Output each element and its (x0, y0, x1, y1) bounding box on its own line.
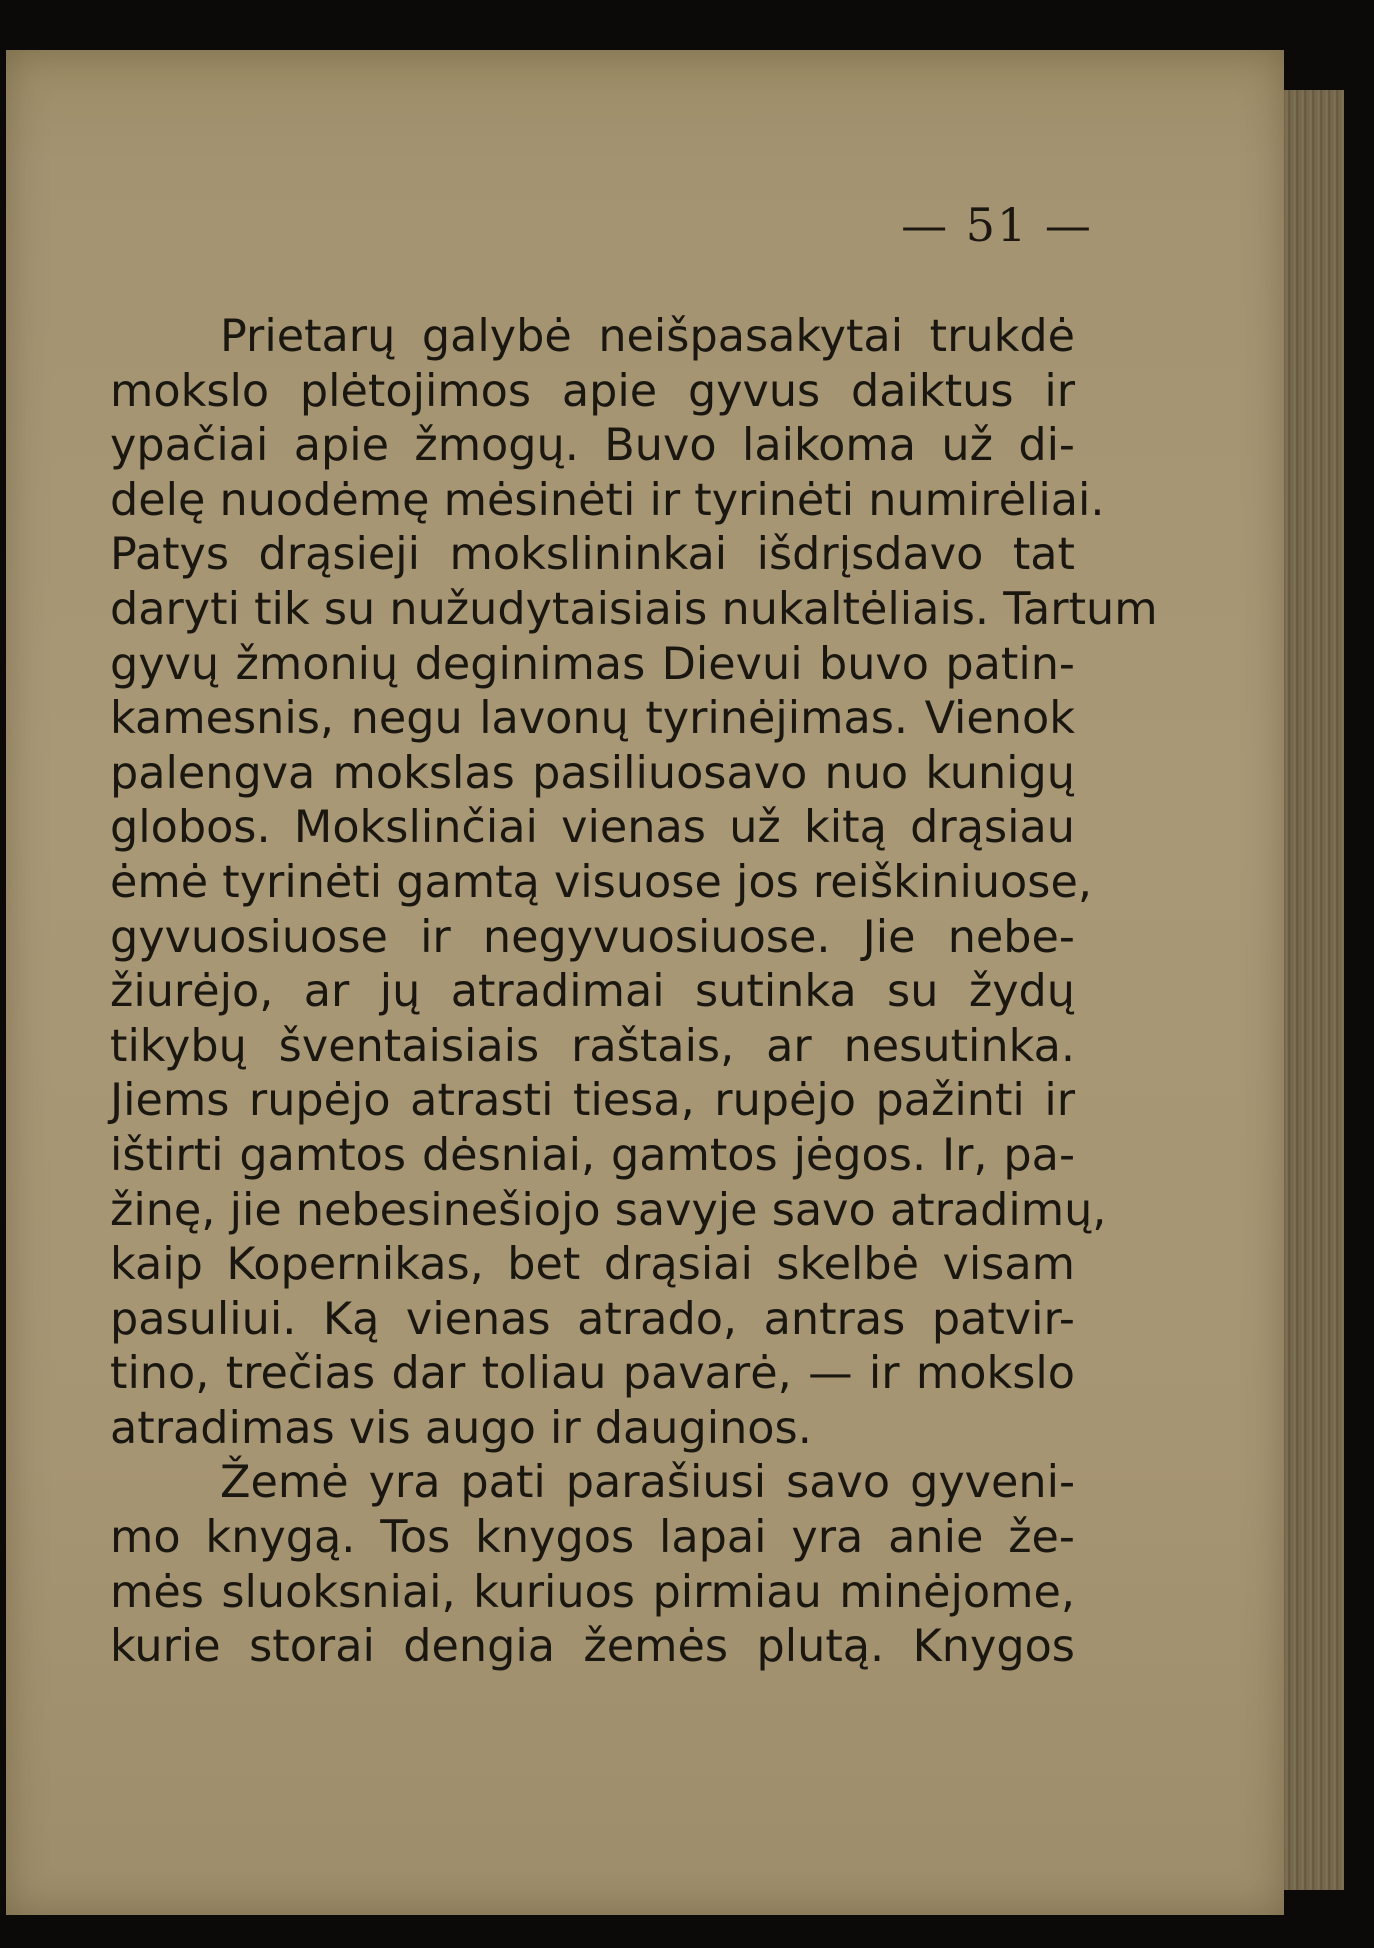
text-line: pasuliui. Ką vienas atrado, antras patvir- (110, 1293, 1075, 1345)
body-text (110, 310, 1158, 1675)
text-line: kamesnis, negu lavonų tyrinėjimas. Vienok (110, 693, 1075, 745)
text-line: mokslo plėtojimos apie gyvus daiktus ir (110, 365, 1075, 417)
text-line: Prietarų galybė neišpasakytai trukdė (220, 311, 1075, 362)
text-line: tino, trečias dar toliau pavarė, — ir mokslo (110, 1348, 1075, 1400)
text-line: Žemė yra pati parašiusi savo gyveni- (220, 1457, 1075, 1509)
page-stack-edge (1284, 90, 1344, 1890)
text-line: žiurėjo, ar jų atradimai sutinka su žydų (110, 966, 1075, 1018)
text-line: žinę, jie nebesinešiojo savyje savo atradimų, (110, 1184, 1107, 1236)
text-line: tikybų šventaisiais raštais, ar nesutinka. (110, 1020, 1075, 1072)
text-line: mės sluoksniai, kuriuos pirmiau minėjome, (110, 1566, 1075, 1618)
page-number-text: — 51 — (901, 198, 1093, 252)
text-line: atradimas vis augo ir dauginos. (110, 1402, 812, 1454)
paragraph (110, 310, 1158, 1456)
text-line: daryti tik su nužudytaisiais nukaltėliais. Tartum (110, 583, 1158, 635)
text-line: Patys drąsieji mokslininkai išdrįsdavo tat (110, 529, 1075, 581)
text-line: kurie storai dengia žemės plutą. Knygos (110, 1621, 1075, 1673)
text-line: ėmė tyrinėti gamtą visuose jos reiškiniuose, (110, 856, 1092, 908)
text-line: palengva mokslas pasiliuosavo nuo kunigų (110, 747, 1075, 799)
page-number (0, 198, 1374, 252)
text-line: mo knygą. Tos knygos lapai yra anie že- (110, 1512, 1075, 1564)
text-line: ypačiai apie žmogų. Buvo laikoma už di- (110, 420, 1075, 472)
text-line: delę nuodėmę mėsinėti ir tyrinėti numirėliai. (110, 474, 1105, 526)
text-line: kaip Kopernikas, bet drąsiai skelbė visam (110, 1239, 1075, 1291)
paragraph (110, 1456, 1075, 1674)
text-line: ištirti gamtos dėsniai, gamtos jėgos. Ir, pa- (110, 1129, 1075, 1181)
text-line: gyvuosiuose ir negyvuosiuose. Jie nebe- (110, 911, 1075, 963)
text-line: globos. Mokslinčiai vienas už kitą drąsiau (110, 802, 1075, 854)
text-line: gyvų žmonių deginimas Dievui buvo patin- (110, 638, 1075, 690)
text-line: Jiems rupėjo atrasti tiesa, rupėjo pažinti ir (110, 1075, 1075, 1127)
